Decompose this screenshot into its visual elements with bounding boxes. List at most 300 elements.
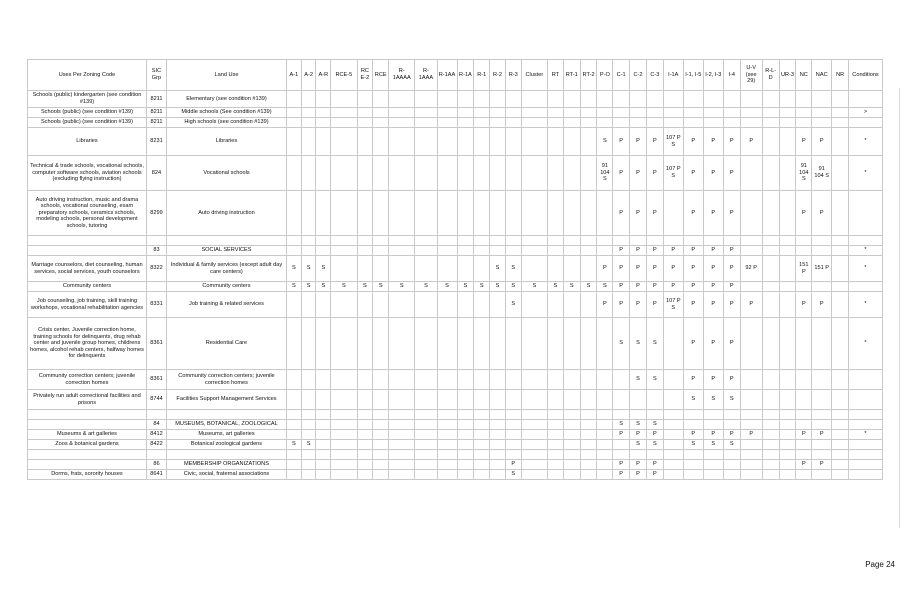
zone-cell: P [703, 191, 723, 236]
zone-cell [457, 236, 474, 246]
right-margin-line [899, 88, 900, 528]
zone-cell [490, 246, 506, 256]
zone-cell [457, 420, 474, 430]
zone-cell: 151 P [796, 256, 812, 282]
uses-cell: Dorms, frats, sorority houses [28, 470, 147, 480]
zone-cell [389, 440, 415, 450]
land-use-cell: Libraries [166, 128, 286, 156]
zone-cell [762, 370, 779, 390]
zone-cell [548, 410, 564, 420]
sic-cell: 84 [146, 420, 166, 430]
zone-cell: P [646, 246, 663, 256]
column-header: Cluster [521, 60, 547, 91]
zone-cell [521, 420, 547, 430]
zone-cell: * [849, 292, 883, 318]
zone-cell [832, 292, 849, 318]
zone-cell: P [723, 318, 740, 370]
zone-cell [357, 236, 373, 246]
zone-cell: * [849, 128, 883, 156]
zone-cell [521, 191, 547, 236]
zone-cell [301, 390, 316, 410]
zone-cell [740, 156, 762, 191]
zone-cell [597, 390, 613, 410]
table-row [28, 430, 883, 440]
zone-cell: S [723, 440, 740, 450]
zone-cell [580, 390, 597, 410]
zone-cell [796, 410, 812, 420]
zone-cell [415, 430, 437, 440]
zone-cell [580, 440, 597, 450]
zone-cell [832, 460, 849, 470]
zone-cell [613, 410, 630, 420]
zone-cell [316, 470, 331, 480]
zone-cell: P [723, 370, 740, 390]
zone-cell [548, 108, 564, 118]
uses-cell: Schools (public) kindergarten (see condition #139) [28, 91, 147, 108]
column-header: I-1A [663, 60, 683, 91]
zone-cell [474, 470, 490, 480]
table-row [28, 108, 883, 118]
uses-cell: Schools (public) (see condition #139) [28, 108, 147, 118]
zone-cell: S [683, 390, 703, 410]
land-use-cell: Job training & related services [166, 292, 286, 318]
zone-cell: S [580, 282, 597, 292]
zone-cell [457, 156, 474, 191]
column-header: R-1A [457, 60, 474, 91]
zone-cell [613, 390, 630, 410]
zone-cell: P [703, 156, 723, 191]
zone-cell [373, 108, 389, 118]
zone-cell [762, 450, 779, 460]
table-row [28, 128, 883, 156]
zone-cell [331, 390, 357, 410]
zone-cell [580, 128, 597, 156]
zone-cell [457, 470, 474, 480]
zone-cell [779, 282, 796, 292]
zone-cell: P [613, 246, 630, 256]
zone-cell [683, 470, 703, 480]
zone-cell [373, 236, 389, 246]
zone-cell [490, 460, 506, 470]
zone-cell [762, 318, 779, 370]
zone-cell [663, 91, 683, 108]
zone-cell [331, 370, 357, 390]
zone-cell [457, 440, 474, 450]
land-use-cell: SOCIAL SERVICES [166, 246, 286, 256]
zone-cell [490, 318, 506, 370]
zone-cell: S [723, 390, 740, 410]
zone-cell [563, 410, 580, 420]
page-number: Page 24 [865, 560, 895, 569]
zone-cell [457, 108, 474, 118]
zone-cell: P [613, 430, 630, 440]
zone-cell [762, 470, 779, 480]
column-header: UR-3 [779, 60, 796, 91]
zone-cell [548, 191, 564, 236]
zone-cell [740, 470, 762, 480]
zone-cell [849, 450, 883, 460]
zone-cell: P [646, 128, 663, 156]
zone-cell [331, 246, 357, 256]
zone-cell [580, 410, 597, 420]
zone-cell [663, 236, 683, 246]
zone-cell [663, 450, 683, 460]
zone-cell [740, 91, 762, 108]
zone-cell: P [646, 292, 663, 318]
zone-cell [613, 370, 630, 390]
zone-cell [301, 128, 316, 156]
zone-cell: * [849, 318, 883, 370]
table-row [28, 318, 883, 370]
zone-cell [740, 282, 762, 292]
zone-cell [630, 410, 647, 420]
zone-cell [437, 470, 457, 480]
zone-cell [373, 91, 389, 108]
zone-cell: P [723, 292, 740, 318]
zone-cell [597, 246, 613, 256]
zone-cell [457, 410, 474, 420]
zone-cell [521, 318, 547, 370]
column-header: A-R [316, 60, 331, 91]
zone-cell [613, 440, 630, 450]
zone-cell [849, 282, 883, 292]
zone-cell [287, 450, 302, 460]
zone-cell: P [613, 256, 630, 282]
zone-cell [490, 91, 506, 108]
zone-cell [762, 460, 779, 470]
zone-cell [415, 410, 437, 420]
zone-cell [812, 118, 832, 128]
zone-cell [316, 236, 331, 246]
zone-cell [389, 450, 415, 460]
uses-cell: Zoos & botanical gardens [28, 440, 147, 450]
zone-cell [663, 420, 683, 430]
zone-cell: S [703, 440, 723, 450]
zone-cell [563, 450, 580, 460]
zone-cell: P [683, 430, 703, 440]
zone-cell [740, 460, 762, 470]
zone-cell [832, 108, 849, 118]
zone-cell [548, 430, 564, 440]
zone-cell [762, 128, 779, 156]
zone-cell [779, 156, 796, 191]
zone-cell: P [703, 128, 723, 156]
zone-cell [287, 128, 302, 156]
zone-cell [548, 118, 564, 128]
zone-cell [597, 236, 613, 246]
zone-cell: 107 P S [663, 292, 683, 318]
zone-cell [740, 440, 762, 450]
zone-cell [457, 191, 474, 236]
zone-cell: P [613, 292, 630, 318]
zone-cell [505, 236, 521, 246]
zone-cell [740, 236, 762, 246]
column-header: NAC [812, 60, 832, 91]
zone-cell [580, 430, 597, 440]
zone-cell [597, 420, 613, 430]
zone-cell [563, 236, 580, 246]
zone-cell [580, 108, 597, 118]
sic-cell: 83 [146, 246, 166, 256]
zone-cell [521, 246, 547, 256]
zone-cell [563, 390, 580, 410]
zone-cell [415, 440, 437, 450]
zone-cell [389, 430, 415, 440]
zone-cell [474, 450, 490, 460]
uses-cell: Schools (public) (see condition #139) [28, 118, 147, 128]
zone-cell [505, 430, 521, 440]
sic-cell: 824 [146, 156, 166, 191]
zone-cell [597, 430, 613, 440]
zone-cell [779, 318, 796, 370]
zone-cell [723, 118, 740, 128]
zone-cell [832, 156, 849, 191]
zone-cell [287, 191, 302, 236]
zone-cell [415, 156, 437, 191]
zone-cell: P [723, 191, 740, 236]
zone-cell [796, 318, 812, 370]
zone-cell [796, 370, 812, 390]
zone-cell [723, 410, 740, 420]
zone-cell: P [646, 156, 663, 191]
zone-cell [316, 370, 331, 390]
zone-cell [521, 390, 547, 410]
zone-cell: P [613, 156, 630, 191]
zone-cell [389, 156, 415, 191]
zone-cell: P [723, 246, 740, 256]
zone-cell [521, 118, 547, 128]
zone-cell [597, 108, 613, 118]
zone-cell: P [663, 282, 683, 292]
zone-cell [779, 108, 796, 118]
land-use-cell: MEMBERSHIP ORGANIZATIONS [166, 460, 286, 470]
zone-cell [287, 410, 302, 420]
zone-cell [663, 390, 683, 410]
uses-cell: Auto driving instruction, music and drama schools, vocational counseling, exam preparatory schools, ceramics schools, modeling schools, personal development schools, tutoring [28, 191, 147, 236]
column-header: R-1 [474, 60, 490, 91]
zone-cell [521, 430, 547, 440]
zone-cell [762, 191, 779, 236]
zone-cell [563, 430, 580, 440]
zone-cell [331, 256, 357, 282]
zone-cell [521, 156, 547, 191]
zone-cell: P [630, 156, 647, 191]
zone-cell [301, 156, 316, 191]
zone-cell [301, 450, 316, 460]
zone-cell: P [630, 460, 647, 470]
zone-cell [812, 410, 832, 420]
sic-cell: 8299 [146, 191, 166, 236]
zone-cell [301, 91, 316, 108]
zone-cell [505, 420, 521, 430]
uses-cell: Crisis center, Juvenile correction home, training schools for delinquents, drug rehab center and juvenile group homes, childrens homes, alcohol rehab centers, halfway homes for delinquents [28, 318, 147, 370]
zone-cell [548, 91, 564, 108]
zone-cell [373, 420, 389, 430]
zone-cell [331, 430, 357, 440]
zone-cell [521, 470, 547, 480]
zone-cell [762, 390, 779, 410]
zone-cell [597, 318, 613, 370]
zone-cell [389, 191, 415, 236]
zone-cell [301, 236, 316, 246]
zone-cell [331, 292, 357, 318]
sic-cell: 8322 [146, 256, 166, 282]
zone-cell: P [597, 292, 613, 318]
zone-cell [415, 246, 437, 256]
zone-cell: * [849, 256, 883, 282]
zone-cell [548, 420, 564, 430]
land-use-cell: Botanical zoological gardens [166, 440, 286, 450]
zone-cell [812, 236, 832, 246]
zone-cell [548, 470, 564, 480]
zone-cell: P [723, 156, 740, 191]
zone-cell [812, 91, 832, 108]
table-row [28, 470, 883, 480]
sic-cell: 8331 [146, 292, 166, 318]
zone-cell: P [646, 430, 663, 440]
zone-cell: P [703, 370, 723, 390]
zone-cell [373, 128, 389, 156]
zone-cell: S [630, 440, 647, 450]
zone-cell [663, 470, 683, 480]
zone-cell [613, 450, 630, 460]
zone-cell [796, 390, 812, 410]
zone-cell [762, 410, 779, 420]
zone-cell [597, 91, 613, 108]
zone-cell [812, 370, 832, 390]
zone-cell [373, 440, 389, 450]
zone-cell [548, 156, 564, 191]
zone-cell [580, 191, 597, 236]
zone-cell [357, 292, 373, 318]
zone-cell [521, 292, 547, 318]
zone-cell: S [683, 440, 703, 450]
zone-cell [331, 470, 357, 480]
zone-cell [490, 470, 506, 480]
zone-cell: P [740, 128, 762, 156]
zone-cell [703, 410, 723, 420]
zone-cell [832, 390, 849, 410]
uses-cell [28, 410, 147, 420]
zone-cell [287, 108, 302, 118]
zone-cell [415, 256, 437, 282]
zone-cell [474, 318, 490, 370]
uses-cell [28, 460, 147, 470]
table-row [28, 390, 883, 410]
zone-cell [762, 430, 779, 440]
column-header: Uses Per Zoning Code [28, 60, 147, 91]
column-header: NC [796, 60, 812, 91]
zone-cell [357, 410, 373, 420]
zone-cell [630, 390, 647, 410]
zone-cell: S [331, 282, 357, 292]
table-row [28, 292, 883, 318]
zone-cell [316, 128, 331, 156]
zone-cell [597, 440, 613, 450]
zone-cell [316, 410, 331, 420]
zone-cell [646, 410, 663, 420]
zone-cell [437, 108, 457, 118]
zone-cell [357, 118, 373, 128]
zone-cell: S [474, 282, 490, 292]
zone-cell [437, 410, 457, 420]
zone-cell [287, 470, 302, 480]
zone-cell: 151 P [812, 256, 832, 282]
zone-cell [630, 236, 647, 246]
sic-cell [146, 236, 166, 246]
zone-cell [563, 118, 580, 128]
zone-cell [357, 108, 373, 118]
zone-cell [301, 246, 316, 256]
zone-cell [548, 256, 564, 282]
column-header: RCE-5 [331, 60, 357, 91]
zone-cell [316, 191, 331, 236]
zone-cell [331, 420, 357, 430]
zone-cell [301, 460, 316, 470]
zone-cell [683, 108, 703, 118]
zone-cell [373, 390, 389, 410]
zone-cell [521, 108, 547, 118]
zone-cell [548, 370, 564, 390]
zone-cell [490, 410, 506, 420]
zone-cell: S [630, 318, 647, 370]
zone-cell [389, 420, 415, 430]
zone-cell [563, 460, 580, 470]
zone-cell [389, 292, 415, 318]
zone-cell: P [630, 191, 647, 236]
uses-cell [28, 450, 147, 460]
zone-cell: S [597, 128, 613, 156]
zone-cell [505, 108, 521, 118]
zone-cell [437, 460, 457, 470]
zone-cell [740, 118, 762, 128]
zone-cell [505, 390, 521, 410]
zone-cell [415, 191, 437, 236]
zone-cell [703, 118, 723, 128]
zone-cell [563, 370, 580, 390]
zone-cell [849, 460, 883, 470]
zone-cell [580, 246, 597, 256]
zone-cell [490, 236, 506, 246]
zone-cell [316, 91, 331, 108]
zone-cell [474, 292, 490, 318]
zone-cell [457, 450, 474, 460]
zone-cell [287, 156, 302, 191]
land-use-cell: Civic, social, fraternal associations [166, 470, 286, 480]
land-use-cell: Museums, art galleries [166, 430, 286, 440]
zone-cell [548, 236, 564, 246]
zone-cell [740, 390, 762, 410]
column-header: RT-2 [580, 60, 597, 91]
zone-cell [373, 292, 389, 318]
zone-cell [287, 420, 302, 430]
zone-cell [415, 128, 437, 156]
column-header: Conditions [849, 60, 883, 91]
zone-cell [490, 450, 506, 460]
zone-cell [779, 191, 796, 236]
zone-cell [457, 318, 474, 370]
land-use-cell [166, 450, 286, 460]
sic-cell: 8211 [146, 91, 166, 108]
zone-cell: P [703, 318, 723, 370]
zone-cell [474, 370, 490, 390]
zone-cell [373, 246, 389, 256]
column-header: P-O [597, 60, 613, 91]
zone-cell: P [630, 246, 647, 256]
zone-cell: P [630, 430, 647, 440]
zone-cell [740, 246, 762, 256]
zone-cell: P [646, 470, 663, 480]
